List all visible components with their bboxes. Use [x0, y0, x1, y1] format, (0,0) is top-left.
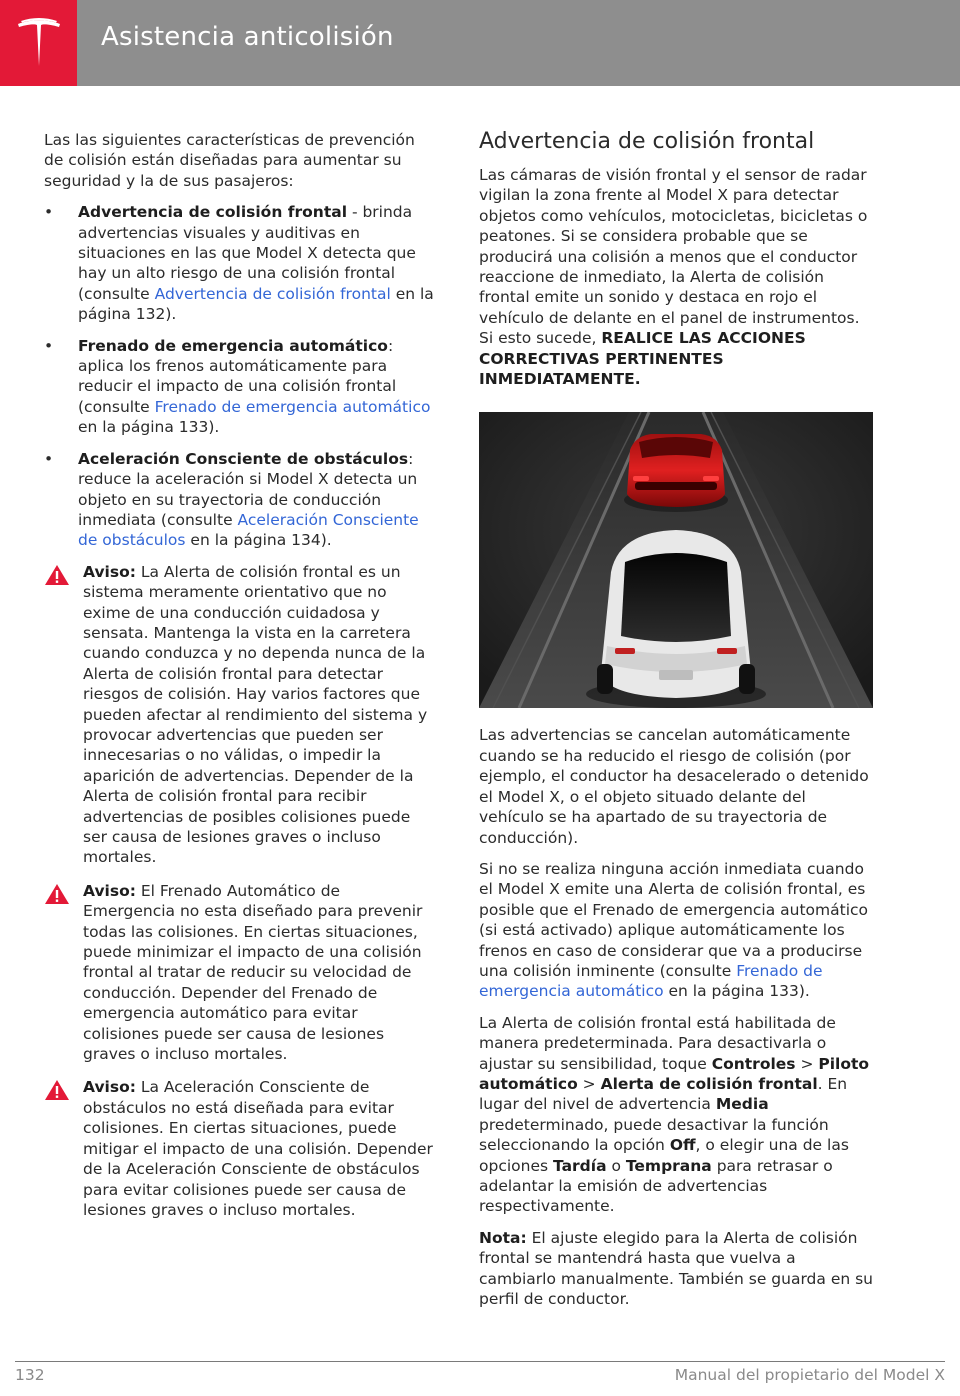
feature-list — [44, 202, 436, 551]
warning-block — [44, 562, 436, 868]
feature-text: : aplica los frenos automáticamente para reducir el impacto de una colisión frontal (consulte — [78, 336, 397, 416]
path-separator: > — [795, 1054, 819, 1073]
aeb-text-end: en la página 133). — [663, 982, 810, 1001]
list-item — [44, 202, 436, 324]
description-paragraph — [479, 165, 873, 389]
menu-path-autopilot: Piloto automático — [479, 1054, 870, 1093]
list-item — [44, 449, 436, 551]
settings-paragraph — [479, 1013, 873, 1217]
brand-logo — [0, 0, 77, 86]
warning-triangle-icon — [44, 883, 70, 905]
warning-text: La Alerta de colisión frontal es un sistema meramente orientativo que no exime de una conducción cuidadosa y sensata. Mantenga la vista en la carretera cuando conduzca y no dependa nunca de la Alerta de colisión frontal para detectar riesgos de colisión. Hay varios factores que pueden afectar al rendimiento del sistema y provocar advertencias que pueden ser innecesarias o no válidas, o impedir la aparición de advertencias. Depender de la Alerta de colisión frontal para recibir advertencias de posibles colisiones puede ser causa de lesiones graves o incluso mortales. — [83, 562, 428, 867]
warning-label: Aviso: — [83, 1078, 136, 1097]
warning-label: Aviso: — [83, 562, 136, 581]
section-heading: Advertencia de colisión frontal — [479, 129, 815, 154]
option-off: Off — [669, 1136, 696, 1155]
warning-text: El Frenado Automático de Emergencia no esta diseñado para prevenir todas las colisiones. En ciertas situaciones, puede minimizar el impacto de una colisión frontal al tratar de reducir su velocidad de conducción. Depender del Frenado de emergencia automático para evitar colisiones puede ser causa de lesiones graves o incluso mortales. — [83, 881, 423, 1064]
option-early: Temprana — [625, 1156, 712, 1175]
cross-reference-link[interactable]: Frenado de emergencia automático — [154, 397, 431, 416]
menu-path-controls: Controles — [711, 1054, 796, 1073]
path-separator: > — [577, 1074, 601, 1093]
page-title: Asistencia anticolisión — [101, 22, 394, 52]
manual-name: Manual del propietario del Model X — [674, 1366, 945, 1384]
warning-block — [44, 881, 436, 1065]
warning-block — [44, 1077, 436, 1220]
feature-term: Frenado de emergencia automático — [78, 336, 388, 355]
cross-reference-link[interactable]: Aceleración Consciente de obstáculos — [78, 510, 419, 550]
feature-term: Aceleración Consciente de obstáculos — [78, 449, 409, 468]
settings-text: o — [606, 1156, 626, 1175]
cancel-paragraph: Las advertencias se cancelan automáticamente cuando se ha reducido el riesgo de colisión (por ejemplo, el conductor ha desacelerado o detenido el Model X, o el objeto situado delante del vehículo se ha apartado de su trayectoria de conducción). — [479, 726, 869, 847]
footer-divider — [15, 1361, 945, 1362]
warning-triangle-icon — [44, 1079, 70, 1101]
option-late: Tardía — [553, 1156, 607, 1175]
tesla-logo-icon — [16, 18, 62, 68]
bullet-icon: • — [44, 203, 54, 222]
page-number: 132 — [15, 1366, 45, 1384]
red-vehicle-ahead — [624, 434, 728, 512]
intro-paragraph: Las las siguientes características de prevención de colisión están diseñadas para aumentar su seguridad y la de sus pasajeros: — [44, 131, 415, 190]
feature-text-end: en la página 134). — [185, 531, 332, 550]
warning-text: La Aceleración Consciente de obstáculos no está diseñada para evitar colisiones. En ciertas situaciones, puede mitigar el impacto de una colisión. Depender de la Aceleración Consciente de obstáculos para evitar colisiones puede ser causa de lesiones graves o incluso mortales. — [83, 1078, 433, 1219]
description-text: Las cámaras de visión frontal y el sensor de radar vigilan la zona frente al Model X para detectar objetos como vehículos, motocicletas, bicicletas o peatones. Si se considera probable que se producirá una colisión a menos que el conductor reaccione de inmediato, la Alerta de colisión frontal emite un sonido y destaca en rojo el vehículo de delante en el panel de instrumentos. Si esto sucede, — [479, 166, 868, 348]
feature-text-end: en la página 132). — [78, 284, 434, 324]
aeb-paragraph — [479, 859, 873, 1002]
emphasis-text: REALICE LAS ACCIONES CORRECTIVAS PERTINENTES INMEDIATAMENTE. — [479, 329, 806, 389]
cross-reference-link[interactable]: Advertencia de colisión frontal — [154, 284, 391, 303]
option-medium: Media — [715, 1095, 769, 1114]
page-header — [0, 0, 960, 86]
cross-reference-link[interactable]: Frenado de emergencia automático — [479, 961, 823, 1001]
warning-label: Aviso: — [83, 881, 136, 900]
aeb-text: Si no se realiza ninguna acción inmediata cuando el Model X emite una Alerta de colisión frontal, es posible que el Frenado de emergencia automático (si está activado) aplique automáticamente los frenos en caso de considerar que va a producirse una colisión inminente (consulte — [479, 859, 869, 980]
left-column — [44, 130, 436, 1233]
settings-text: La Alerta de colisión frontal está habilitada de manera predeterminada. Para desactivarla o ajustar su sensibilidad, toque — [479, 1013, 836, 1073]
bullet-icon: • — [44, 449, 54, 468]
settings-text: . En lugar del nivel de advertencia — [479, 1074, 848, 1114]
collision-warning-illustration — [479, 412, 873, 708]
bullet-icon: • — [44, 336, 54, 355]
warning-triangle-icon — [44, 564, 70, 586]
list-item — [44, 336, 436, 438]
right-column — [479, 130, 873, 1320]
feature-text: : reduce la aceleración si Model X detecta un objeto en su trayectoria de conducción inmediata (consulte — [78, 449, 418, 529]
feature-term: Advertencia de colisión frontal — [78, 203, 348, 222]
settings-text: para retrasar o adelantar la emisión de advertencias respectivamente. — [479, 1156, 833, 1216]
feature-text: - brinda advertencias visuales y auditivas en situaciones en las que Model X detecta que hay un alto riesgo de una colisión frontal (consulte — [78, 203, 416, 303]
feature-text-end: en la página 133). — [78, 418, 220, 437]
settings-text: predeterminado, puede desactivar la función seleccionando la opción — [479, 1115, 829, 1155]
menu-path-fcw: Alerta de colisión frontal — [600, 1074, 818, 1093]
note-paragraph — [479, 1228, 873, 1310]
note-text: El ajuste elegido para la Alerta de colisión frontal se mantendrá hasta que vuelva a cambiarlo manualmente. También se guarda en su perfil de conductor. — [479, 1228, 874, 1309]
settings-text: , o elegir una de las opciones — [479, 1136, 849, 1175]
note-label: Nota: — [479, 1228, 527, 1247]
